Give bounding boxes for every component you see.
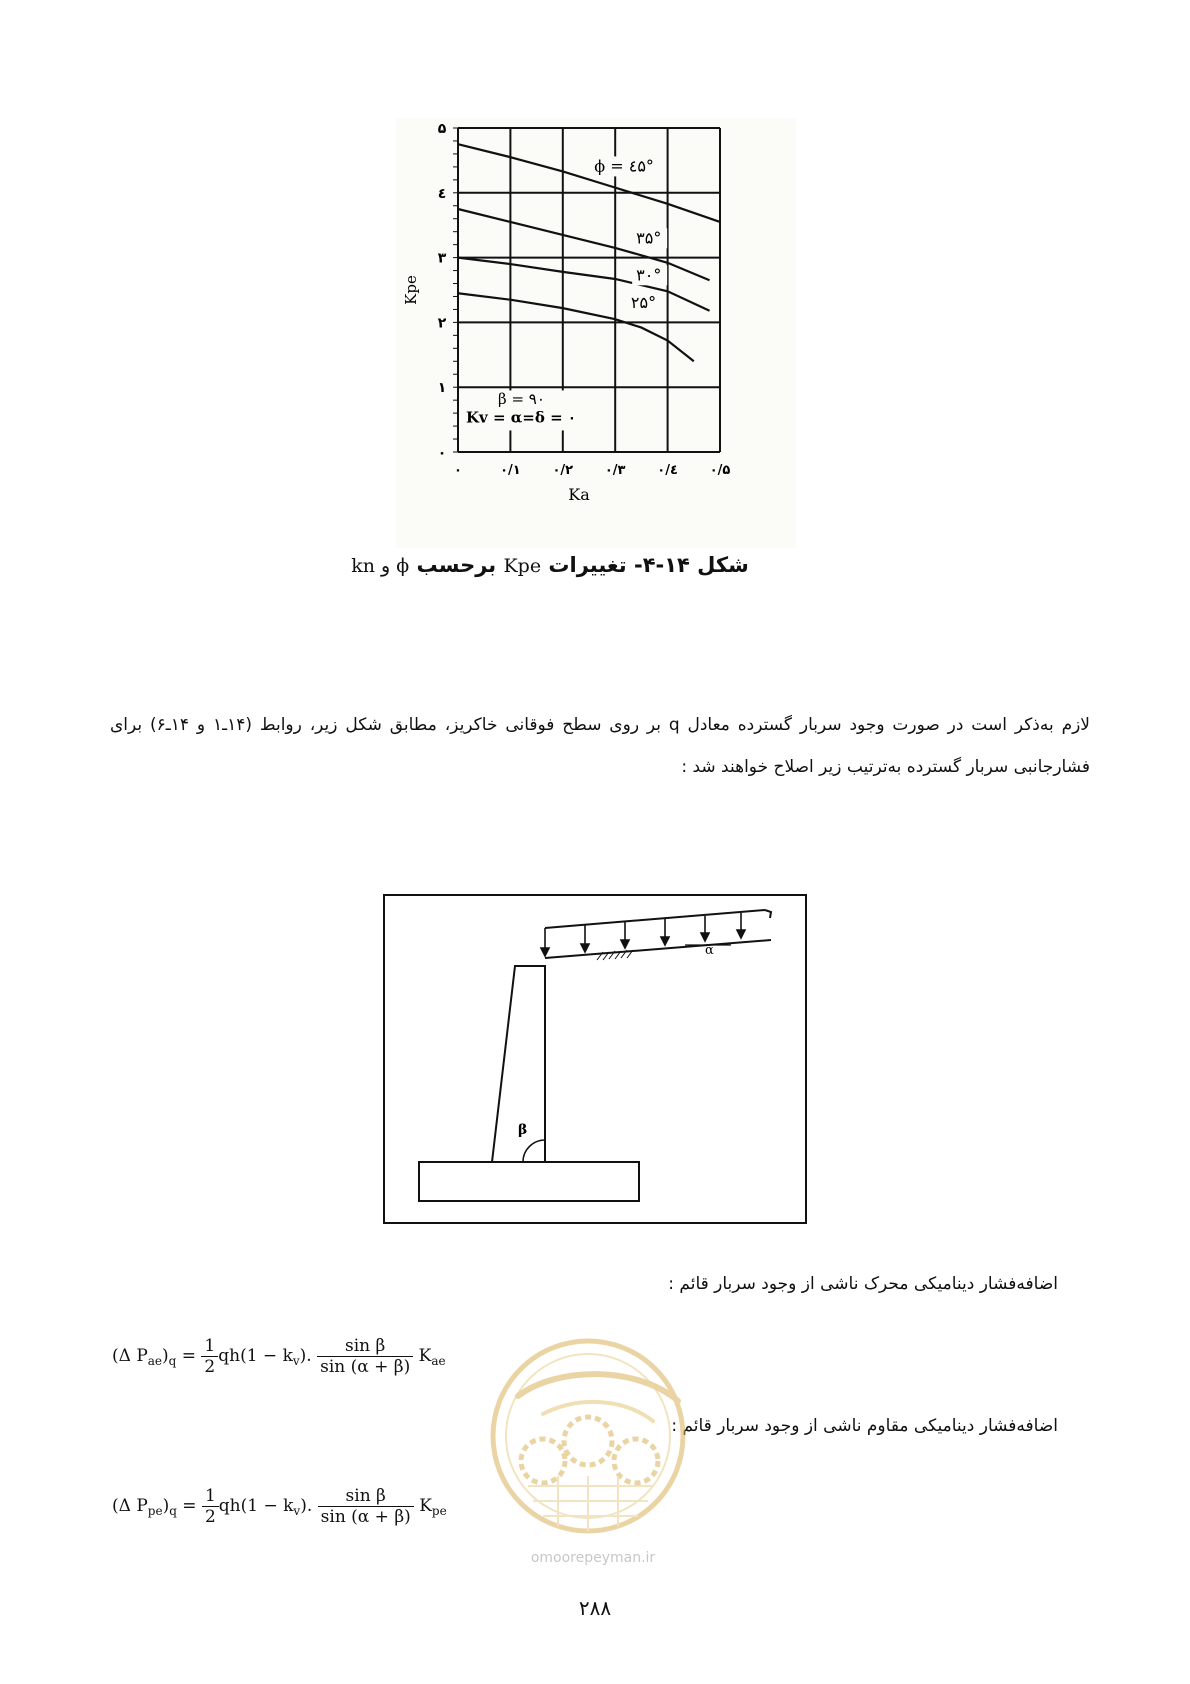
y-tick-label: ۲	[437, 315, 447, 332]
note-kv: Kv = α=δ = ۰	[466, 408, 576, 427]
curve-label: ۳۵°	[636, 228, 662, 248]
caption-word-changes: تغییرات	[548, 553, 627, 577]
caption-word-versus: برحسب	[416, 553, 497, 577]
watermark-logo	[488, 1326, 708, 1566]
retaining-wall-diagram	[383, 894, 807, 1224]
half-fraction: $\frac{1}{2}$	[201, 1336, 218, 1377]
curve-label: ۲۵°	[630, 293, 657, 313]
passive-pressure-label: اضافه‌فشار دینامیکی مقاوم ناشی از وجود سربار قائم :	[671, 1416, 1058, 1436]
retaining-wall-svg	[385, 896, 805, 1222]
kpe-chart	[396, 118, 796, 548]
caption-number: شکل ۱۴-۴-	[633, 553, 749, 577]
surcharge-line	[545, 910, 765, 928]
page-number: ۲۸۸	[578, 1596, 612, 1620]
x-tick-label: ۰/۵	[709, 463, 731, 478]
alpha-label: α	[705, 943, 714, 958]
svg-text:omoorepeyman.ir: omoorepeyman.ir	[530, 1550, 656, 1566]
passive-formula: (Δ $P_{pe})_q$ = $\frac{1}{2}$ $qh(1 - k_v)$. $\frac{\text{sin β}}{\sin (\alpha + \beta)}$ $K_{pe}$	[112, 1486, 447, 1527]
y-tick-label: ۵	[437, 121, 447, 137]
figure-caption	[300, 553, 800, 577]
x-tick-label: ۰/۳	[604, 463, 626, 478]
series-line	[458, 144, 720, 222]
note-beta: β = ۹۰	[498, 390, 545, 409]
x-tick-label: ۰/۱	[500, 463, 521, 478]
backfill-surface	[545, 940, 771, 958]
curve-label: ۳۰°	[636, 265, 662, 285]
beta-arc	[523, 1140, 545, 1162]
beta-label: β	[518, 1122, 528, 1138]
trig-fraction: $\frac{\text{sin β}}{\sin (\alpha + \beta)}$	[317, 1336, 413, 1377]
x-tick-label: ۰/٤	[657, 463, 678, 478]
x-axis-label: Ka	[568, 485, 590, 504]
x-tick-label: ۰	[454, 463, 462, 478]
trig-fraction: $\frac{\text{sin β}}{\sin (\alpha + \beta)}$	[318, 1486, 414, 1527]
caption-tail: ϕ و kn	[351, 555, 410, 577]
body-paragraph: لازم به‌ذکر است در صورت وجود سربار گسترده معادل q بر روی سطح فوقانی خاکریز، مطابق شکل زیر، روابط (۱۴ـ۱ و ۱۴ـ۶) برای فشارجانبی سربار گسترده به‌ترتیب زیر اصلاح خواهند شد :	[110, 715, 1090, 777]
series-line	[458, 209, 710, 280]
y-tick-label: ۰	[437, 445, 447, 461]
watermark-seal	[488, 1326, 708, 1566]
y-tick-label: ۱	[437, 380, 447, 397]
wall-footing	[419, 1162, 639, 1201]
active-formula: (Δ $P_{ae})_q$ = $\frac{1}{2}$ $qh(1 - k_v)$. $\frac{\text{sin β}}{\sin (\alpha + \beta)}$ $K_{ae}$	[112, 1336, 446, 1377]
active-pressure-label: اضافه‌فشار دینامیکی محرک ناشی از وجود سربار قائم :	[668, 1274, 1058, 1294]
caption-kpe: Kpe	[503, 555, 542, 577]
half-fraction: $\frac{1}{2}$	[202, 1486, 219, 1527]
kpe-chart-figure	[396, 118, 796, 548]
x-tick-label: ۰/۲	[552, 463, 574, 478]
y-tick-label: ٤	[437, 185, 447, 202]
y-axis-label: Kpe	[402, 275, 420, 305]
curve-label: ϕ = ٤۵°	[594, 156, 654, 176]
y-tick-label: ۳	[437, 250, 447, 267]
